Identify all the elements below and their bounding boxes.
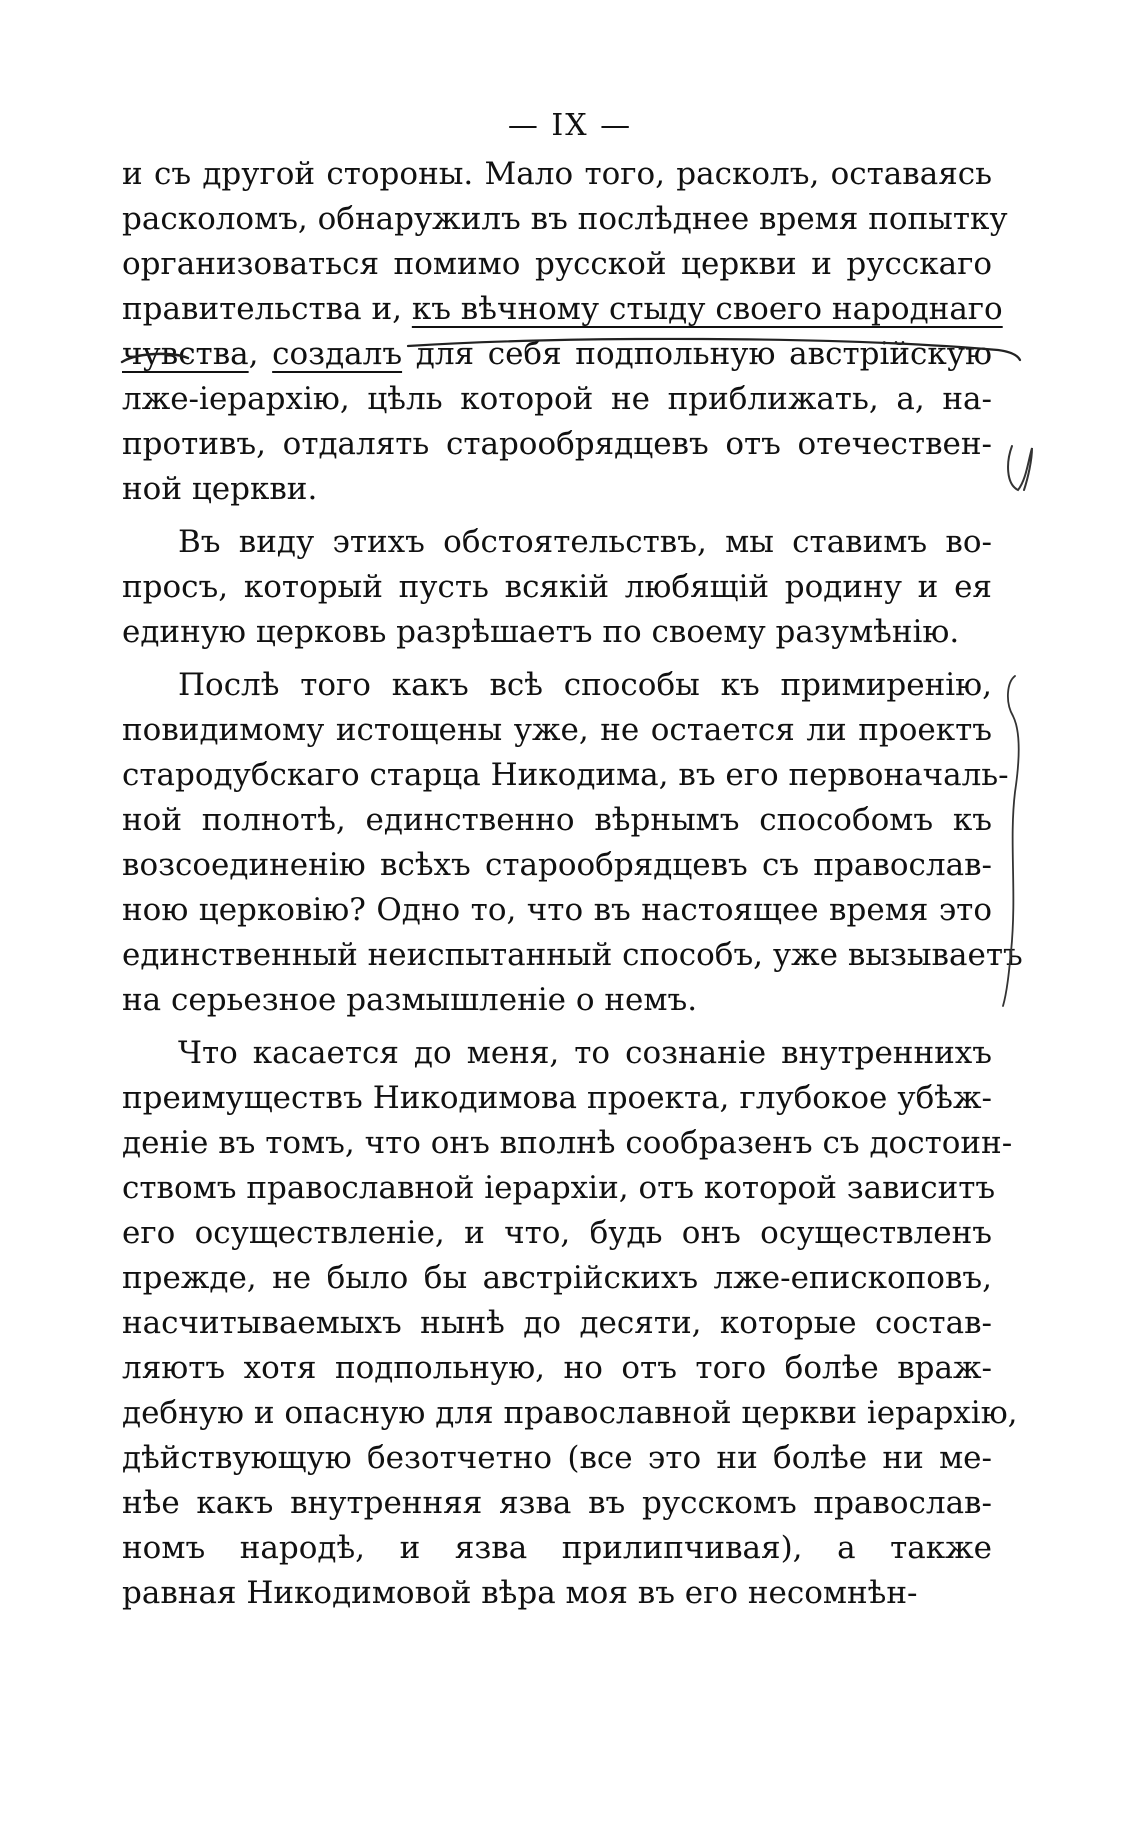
text-line: преимуществъ Никодимова проекта, глубокое убѣж- <box>122 1080 992 1116</box>
text-line: единственный неиспытанный способъ, уже вызываетъ <box>122 937 1023 973</box>
paragraph-p3 <box>122 663 1023 1023</box>
text-line: ною церковію? Одно то, что въ настоящее время это <box>122 892 992 928</box>
text-line: дебную и опасную для православной церкви іерархію, <box>122 1395 1018 1431</box>
text-line: противъ, отдалять старообрядцевъ отъ отечествен- <box>122 426 992 462</box>
paragraph-gap <box>122 1023 992 1031</box>
text-line: на серьезное размышленіе о немъ. <box>122 982 698 1018</box>
margin-mark-icon <box>1002 440 1042 500</box>
text-line: равная Никодимовой вѣра моя въ его несомнѣн- <box>122 1575 918 1611</box>
text-line: расколомъ, обнаружилъ въ послѣднее время попытку <box>122 201 1008 237</box>
text-line: повидимому истощены уже, не остается ли проектъ <box>122 712 992 748</box>
text-line: деніе въ томъ, что онъ вполнѣ сообразенъ съ достоин- <box>122 1125 1013 1161</box>
text-line: номъ народѣ, и язва прилипчивая), а также <box>122 1530 992 1566</box>
text-line: организоваться помимо русской церкви и русскаго <box>122 246 992 282</box>
text-line: дѣйствующую безотчетно (все это ни болѣе ни ме- <box>122 1440 992 1476</box>
text-line: ствомъ православной іерархіи, отъ которой зависитъ <box>122 1170 996 1206</box>
text-line: лже-іерархію, цѣль которой не приближать, а, на- <box>122 381 992 417</box>
paragraph-gap <box>122 512 992 520</box>
underlined-phrase: чувства <box>122 336 249 372</box>
text-line: единую церковь разрѣшаетъ по своему разумѣнію. <box>122 614 960 650</box>
text-line: возсоединенію всѣхъ старообрядцевъ съ православ- <box>122 847 992 883</box>
text-line: нѣе какъ внутренняя язва въ русскомъ православ- <box>122 1485 992 1521</box>
paragraph-p4 <box>122 1031 1018 1616</box>
text-line: ной церкви. <box>122 471 318 507</box>
text-line: правительства и, къ вѣчному стыду своего народнаго <box>122 291 1003 327</box>
text-line: просъ, который пусть всякій любящій родину и ея <box>122 569 992 605</box>
text-line: его осуществленіе, и что, будь онъ осуществленъ <box>122 1215 992 1251</box>
body-text <box>122 152 1023 1616</box>
text-line: чувства, создалъ для себя подпольную австрійскую <box>122 336 992 372</box>
text-line: ляютъ хотя подпольную, но отъ того болѣе враж- <box>122 1350 992 1386</box>
text-line: насчитываемыхъ нынѣ до десяти, которые состав- <box>122 1305 992 1341</box>
text-line: стародубскаго старца Никодима, въ его первоначаль- <box>122 757 1009 793</box>
paragraph-p2 <box>122 520 992 655</box>
text-line: Послѣ того какъ всѣ способы къ примиренію, <box>178 667 992 703</box>
underlined-phrase: къ вѣчному стыду своего народнаго <box>411 291 1003 327</box>
text-line: прежде, не было бы австрійскихъ лже-епископовъ, <box>122 1260 992 1296</box>
paragraph-gap <box>122 655 992 663</box>
underlined-phrase: создалъ <box>272 336 403 372</box>
page-number: — IX — <box>507 108 633 143</box>
text-line: Въ виду этихъ обстоятельствъ, мы ставимъ во- <box>178 524 992 560</box>
paragraph-p1 <box>122 152 1008 512</box>
text-line: Что касается до меня, то сознаніе внутреннихъ <box>178 1035 992 1071</box>
text-line: ной полнотѣ, единственно вѣрнымъ способомъ къ <box>122 802 992 838</box>
text-line: и съ другой стороны. Мало того, расколъ, оставаясь <box>122 156 992 192</box>
